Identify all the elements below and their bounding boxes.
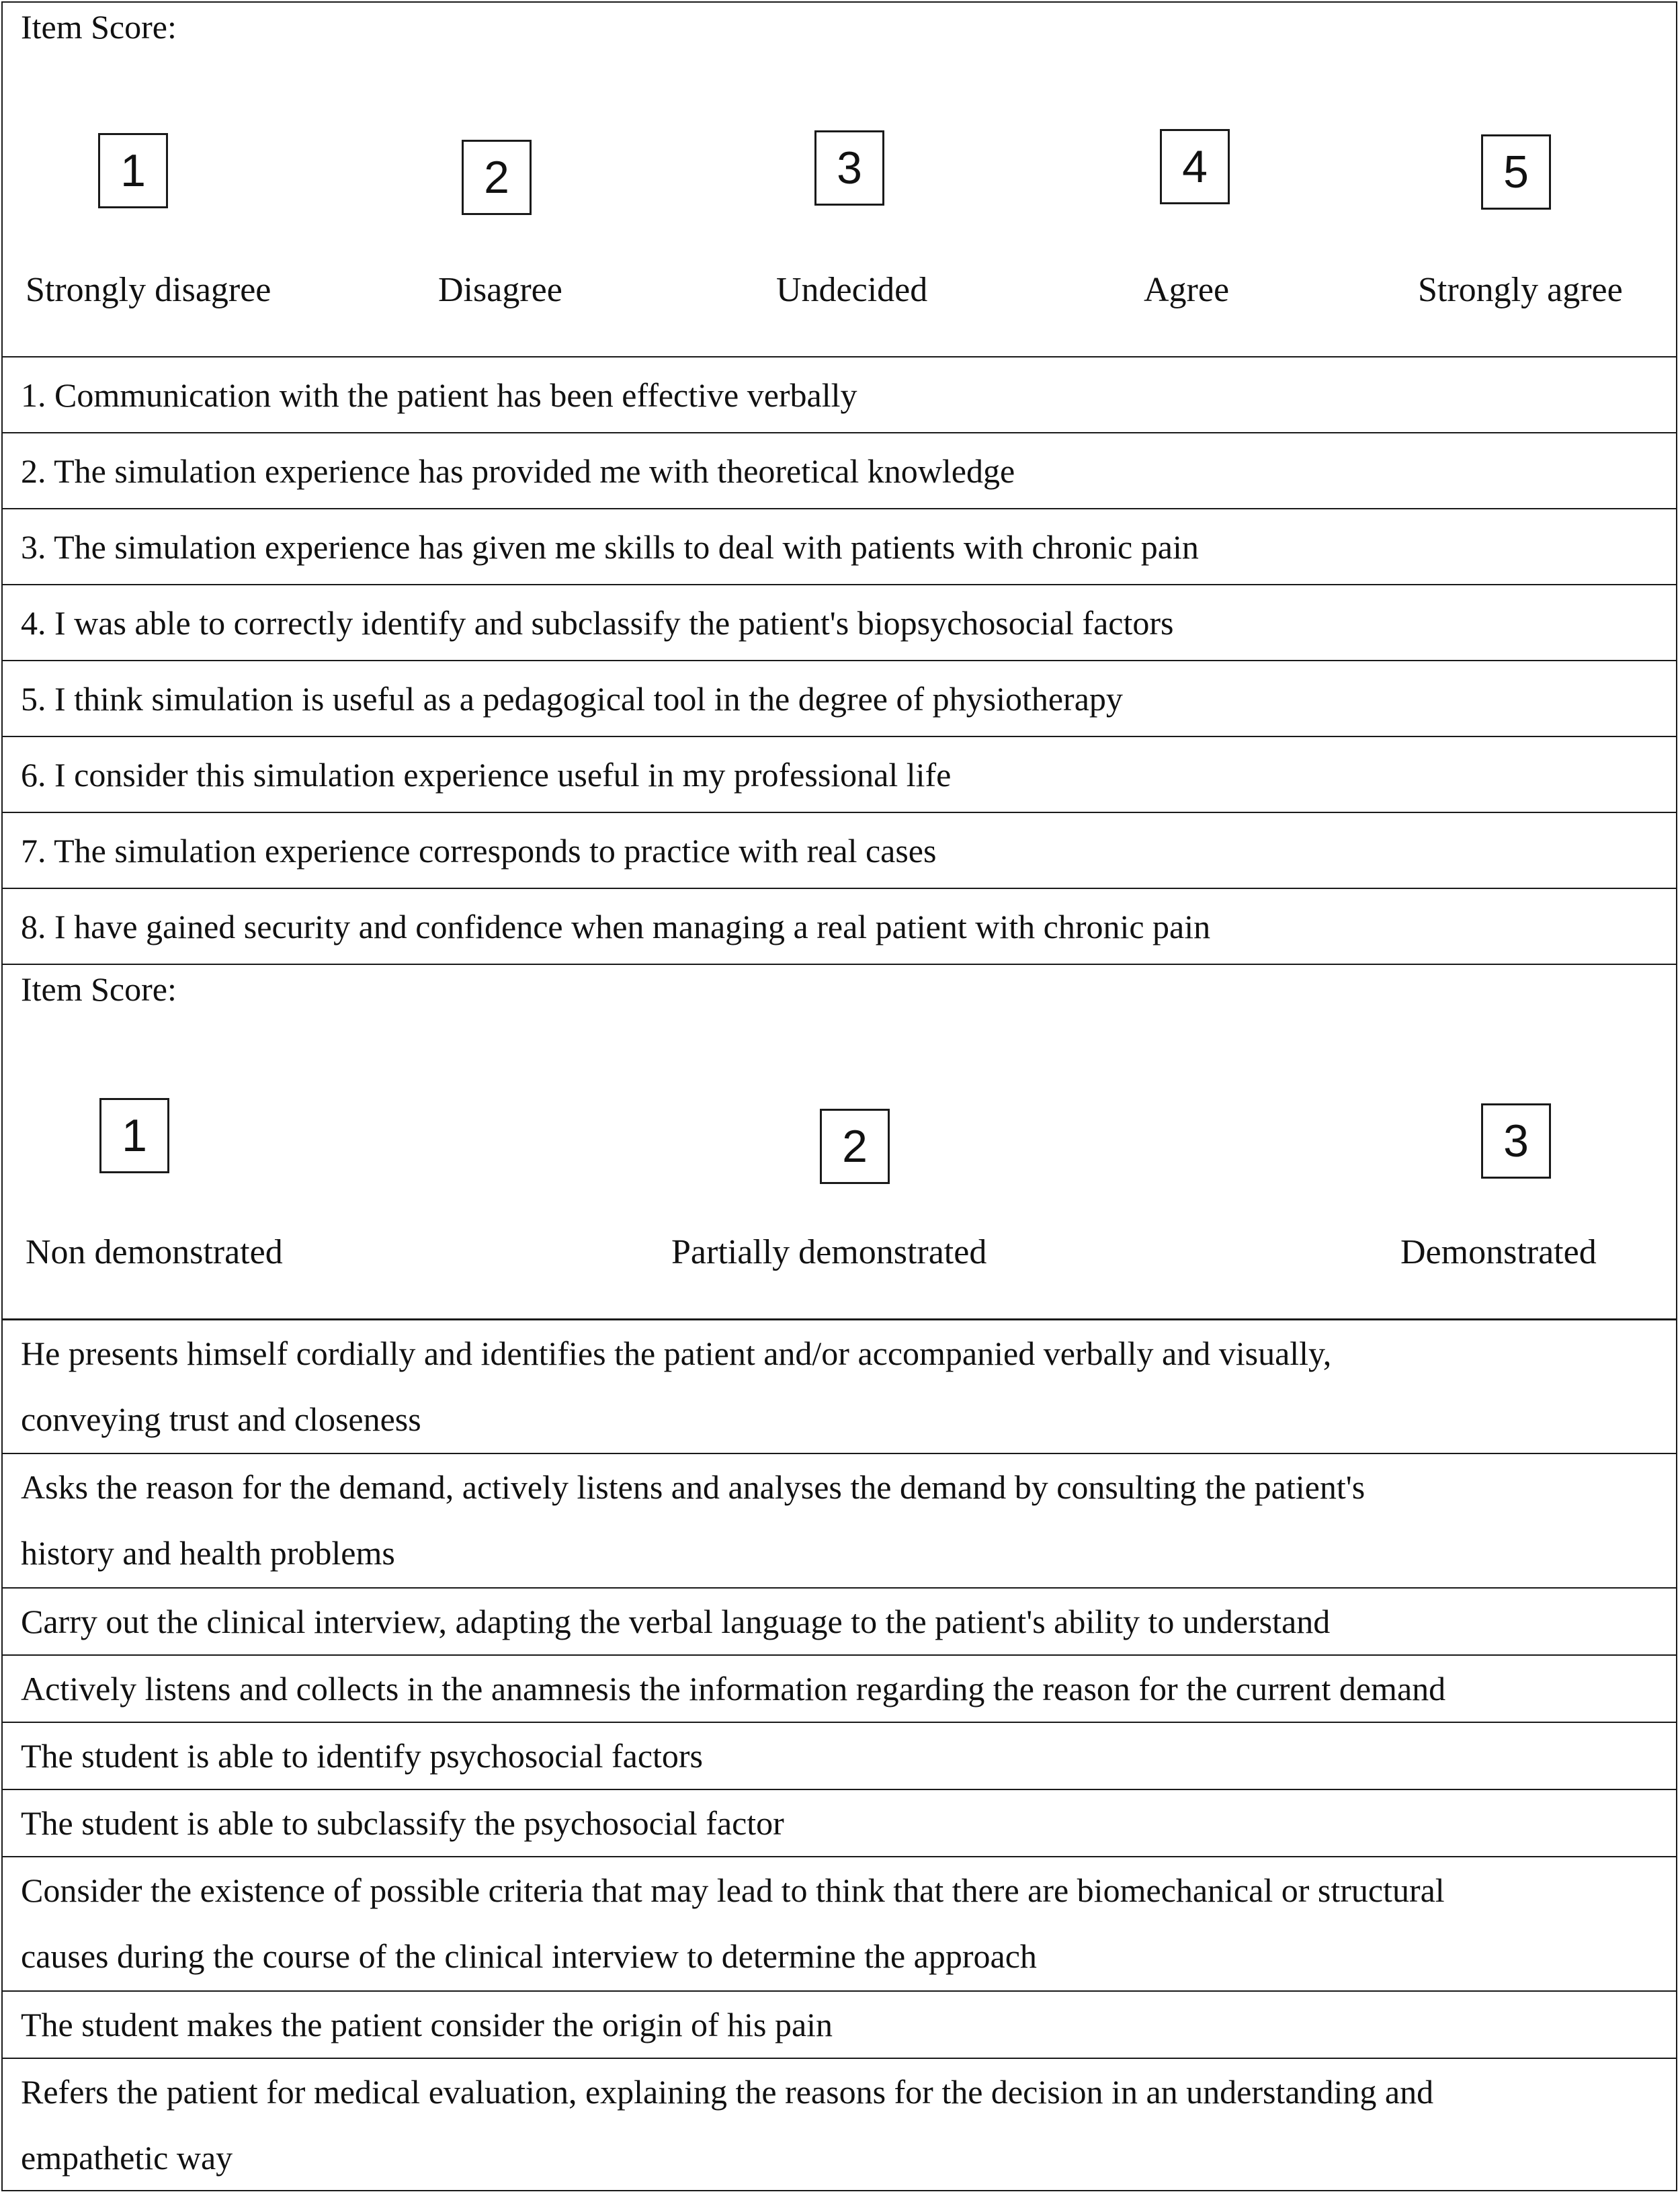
item-text: 5. I think simulation is useful as a pedagogical tool in the degree of physiotherapy <box>21 680 1123 718</box>
scale2-box-2: 2 <box>820 1109 890 1184</box>
item-text <box>21 1790 1663 1856</box>
table-row <box>3 2058 1676 2191</box>
item-text <box>21 1320 1663 1452</box>
table-row <box>3 1318 1676 1453</box>
table-row <box>3 1990 1676 2058</box>
scale1-box-2: 2 <box>462 140 532 215</box>
item-text-line: He presents himself cordially and identifies the patient and/or accompanied verbally and visually, <box>21 1335 1332 1372</box>
scale1-option-label-3: Undecided <box>776 271 928 309</box>
scale2-option-label-3: Demonstrated <box>1400 1233 1597 1271</box>
item-text: 2. The simulation experience has provided me with theoretical knowledge <box>21 452 1015 490</box>
table-row <box>3 1453 1676 1587</box>
item-text-line: history and health problems <box>21 1534 395 1572</box>
item-text-line: Carry out the clinical interview, adapting the verbal language to the patient's ability to understand <box>21 1603 1331 1640</box>
table-row <box>3 1587 1676 1654</box>
table-row <box>3 812 1676 888</box>
scale1-box-1: 1 <box>98 133 168 208</box>
table-row <box>3 660 1676 736</box>
item-text <box>21 1656 1663 1722</box>
table-row <box>3 1722 1676 1789</box>
item-text: 6. I consider this simulation experience useful in my professional life <box>21 756 952 794</box>
scale2-box-3: 3 <box>1481 1103 1551 1179</box>
scale1-box-3: 3 <box>814 130 884 206</box>
table-row <box>3 736 1676 812</box>
scale1-box-4: 4 <box>1160 129 1230 204</box>
item-text <box>21 1992 1663 2058</box>
item-text <box>21 1857 1663 1989</box>
questionnaire-table <box>1 1 1677 2191</box>
scale1-header-row <box>3 3 1676 356</box>
scale2-label: Item Score: <box>21 970 177 1008</box>
item-text-line: The student makes the patient consider the origin of his pain <box>21 2006 833 2043</box>
table-row <box>3 888 1676 964</box>
item-text-line: Refers the patient for medical evaluation, explaining the reasons for the decision in an understanding and <box>21 2073 1434 2111</box>
item-text: 7. The simulation experience corresponds to practice with real cases <box>21 832 937 870</box>
scale2-option-label-2: Partially demonstrated <box>671 1233 987 1271</box>
item-text <box>21 1723 1663 1789</box>
table-row <box>3 508 1676 584</box>
item-text <box>21 1454 1663 1586</box>
table-row <box>3 1789 1676 1856</box>
table-row <box>3 432 1676 508</box>
table-row <box>3 584 1676 660</box>
item-text: 3. The simulation experience has given me skills to deal with patients with chronic pain <box>21 528 1199 566</box>
scale1-option-label-4: Agree <box>1144 271 1230 309</box>
item-text <box>21 1589 1663 1654</box>
scale1-option-label-1: Strongly disagree <box>26 271 271 309</box>
item-text: 1. Communication with the patient has been effective verbally <box>21 376 857 414</box>
table-row <box>3 1654 1676 1722</box>
item-text-line: empathetic way <box>21 2139 233 2177</box>
item-text-line: conveying trust and closeness <box>21 1400 421 1438</box>
scale2-header-row <box>3 964 1676 1318</box>
item-text-line: The student is able to subclassify the psychosocial factor <box>21 1804 784 1842</box>
table-row <box>3 1856 1676 1990</box>
item-text-line: Asks the reason for the demand, actively listens and analyses the demand by consulting the patient's <box>21 1468 1366 1506</box>
item-text-line: Actively listens and collects in the anamnesis the information regarding the reason for the current demand <box>21 1670 1446 1707</box>
scale1-option-label-5: Strongly agree <box>1418 271 1623 309</box>
scale2-box-1: 1 <box>99 1098 169 1173</box>
scale1-box-5: 5 <box>1481 134 1551 210</box>
item-text-line: The student is able to identify psychosocial factors <box>21 1737 704 1775</box>
scale1-option-label-2: Disagree <box>438 271 562 309</box>
item-text-line: causes during the course of the clinical interview to determine the approach <box>21 1937 1037 1975</box>
item-text: 4. I was able to correctly identify and subclassify the patient's biopsychosocial factors <box>21 604 1174 642</box>
item-text: 8. I have gained security and confidence when managing a real patient with chronic pain <box>21 908 1211 945</box>
scale2-option-label-1: Non demonstrated <box>26 1233 283 1271</box>
item-text <box>21 2059 1663 2191</box>
item-text-line: Consider the existence of possible criteria that may lead to think that there are biomechanical or structural <box>21 1871 1445 1909</box>
table-row <box>3 356 1676 432</box>
scale1-label: Item Score: <box>21 8 177 46</box>
